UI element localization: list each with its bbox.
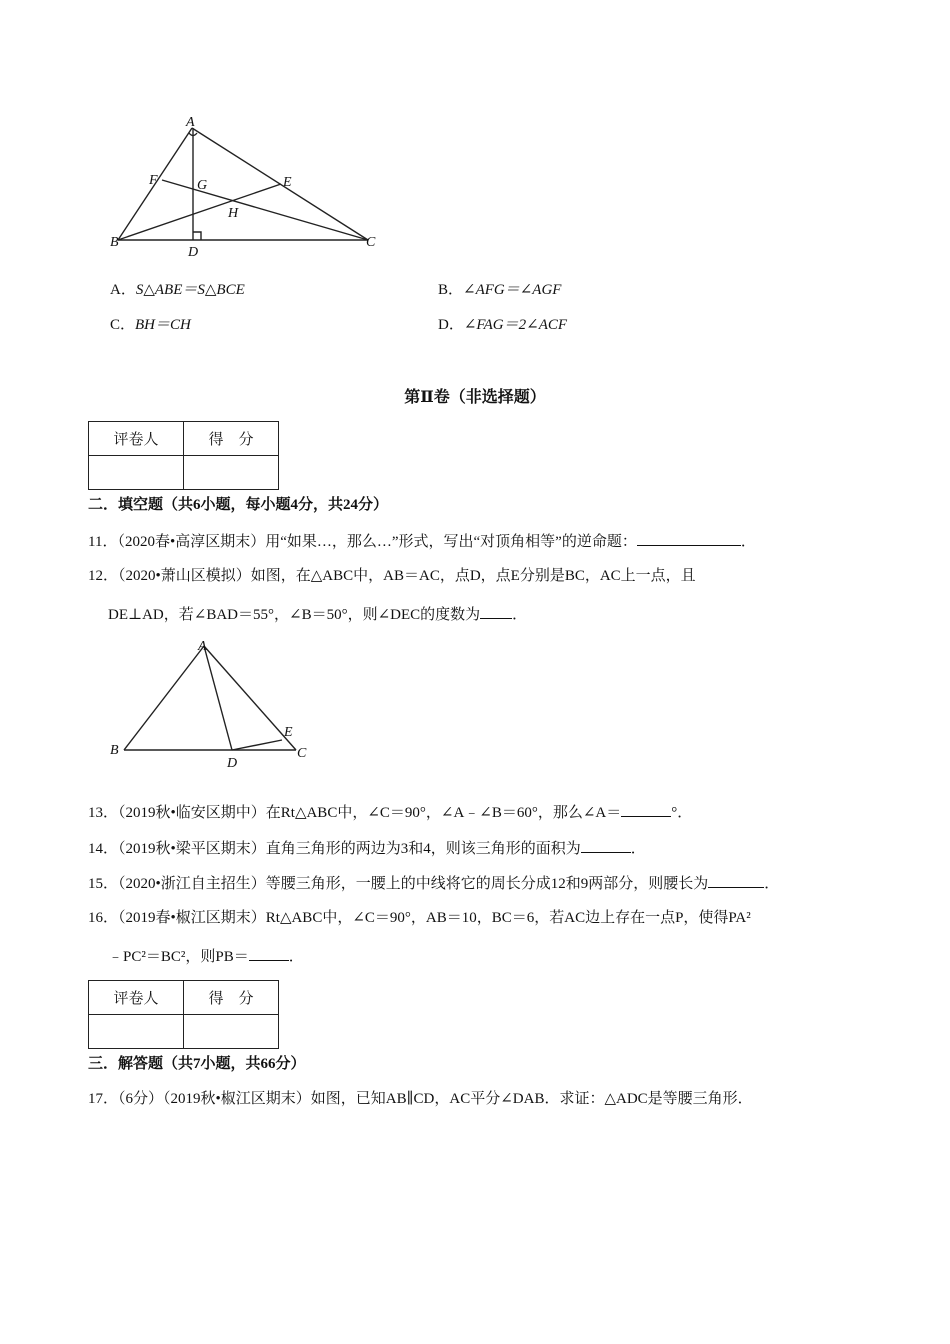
question-12-cont: DE⊥AD，若∠BAD＝55°，∠B＝50°，则∠DEC的度数为 ． [108, 604, 527, 625]
section2-heading: 二．填空题（共6小题，每小题4分，共24分） [88, 497, 389, 513]
question-16-cont: ﹣PC²＝BC²，则PB＝ ． [108, 946, 304, 967]
question-15: 15．（2020•浙江自主招生）等腰三角形，一腰上的中线将它的周长分成12和9两部分，则腰长为 ． [88, 873, 779, 894]
label-E: E [283, 175, 292, 190]
reviewer-cell [89, 1015, 184, 1049]
triangle-figure-1 [0, 0, 950, 270]
score-cell [184, 1015, 279, 1049]
label-G: G [197, 178, 208, 193]
score-header: 得 分 [184, 422, 279, 456]
reviewer-header: 评卷人 [89, 422, 184, 456]
reviewer-header: 评卷人 [89, 981, 184, 1015]
option-d: D．∠FAG＝2∠ACF [438, 317, 568, 333]
reviewer-cell [89, 456, 184, 490]
label-D: D [227, 756, 238, 771]
label-A: A [198, 639, 207, 654]
question-16: 16．（2019春•椒江区期末）Rt△ABC中，∠C＝90°，AB＝10，BC＝6，若AC边上存在一点P，使得PA² [88, 910, 751, 926]
label-D: D [188, 245, 199, 260]
option-b: B．∠AFG＝∠AGF [438, 282, 562, 298]
score-table-2 [88, 980, 279, 1049]
label-A: A [186, 115, 195, 130]
label-B: B [110, 743, 119, 758]
question-14: 14．（2019秋•梁平区期末）直角三角形的两边为3和4，则该三角形的面积为 ． [88, 838, 646, 859]
question-17: 17．（6分）（2019秋•椒江区期末）如图，已知AB∥CD，AC平分∠DAB．求证：△ADC是等腰三角形． [88, 1091, 753, 1107]
option-c: C．BH＝CH [110, 317, 191, 333]
score-header: 得 分 [184, 981, 279, 1015]
triangle-figure-2 [0, 630, 950, 775]
score-cell [184, 456, 279, 490]
section3-heading: 三．解答题（共7小题，共66分） [88, 1056, 306, 1072]
label-C: C [366, 235, 376, 250]
score-table-1 [88, 421, 279, 490]
part2-title: 第Ⅱ卷（非选择题） [404, 389, 546, 406]
label-H: H [228, 206, 239, 221]
label-E: E [284, 725, 293, 740]
label-C: C [297, 746, 307, 761]
question-13: 13．（2019秋•临安区期中）在Rt△ABC中，∠C＝90°，∠A﹣∠B＝60°，那么∠A＝ °． [88, 802, 692, 823]
question-12: 12．（2020•萧山区模拟）如图，在△ABC中，AB＝AC，点D，点E分别是BC，AC上一点，且 [88, 568, 696, 584]
question-11: 11．（2020春•高淳区期末）用“如果…，那么…”形式，写出“对顶角相等”的逆命题： ． [88, 531, 756, 552]
label-B: B [110, 235, 119, 250]
label-F: F [149, 173, 158, 188]
option-a: A．S△ABE＝S△BCE [110, 282, 245, 298]
